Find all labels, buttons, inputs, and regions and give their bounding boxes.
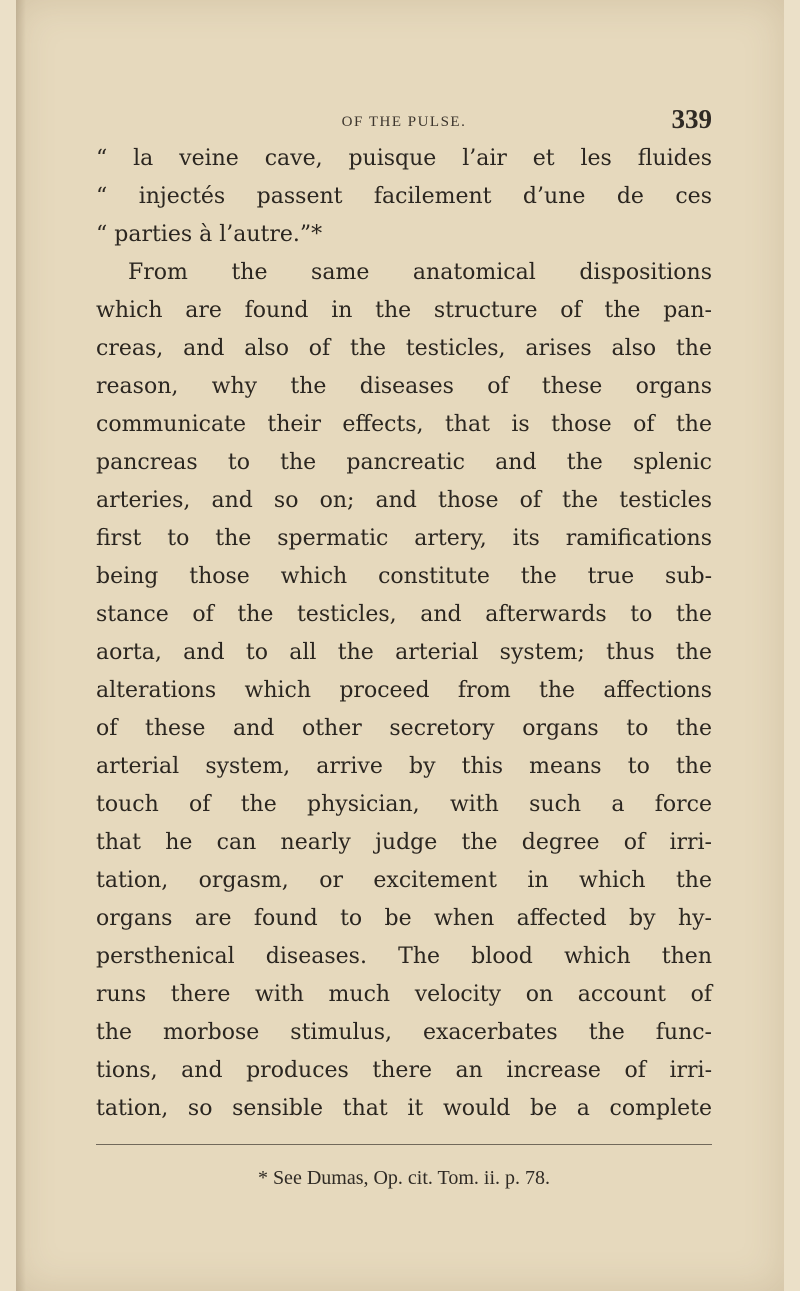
text-line: creas, and also of the testicles, arises also the bbox=[96, 336, 712, 361]
text-line: arteries, and so on; and those of the testicles bbox=[96, 488, 712, 513]
text-line: pancreas to the pancreatic and the splenic bbox=[96, 450, 712, 475]
text-line: tions, and produces there an increase of irri- bbox=[96, 1058, 712, 1083]
footnote-divider bbox=[96, 1144, 712, 1145]
text-line: the morbose stimulus, exacerbates the func- bbox=[96, 1020, 712, 1045]
page-fold-shadow bbox=[16, 0, 26, 1291]
text-line: reason, why the diseases of these organs bbox=[96, 374, 712, 399]
running-head: OF THE PULSE. bbox=[341, 114, 467, 130]
page-header bbox=[96, 104, 712, 134]
text-line: alterations which proceed from the affections bbox=[96, 678, 712, 703]
body-text bbox=[96, 140, 712, 1128]
text-line: tation, so sensible that it would be a complete bbox=[96, 1096, 712, 1121]
text-line: “ la veine cave, puisque l’air et les fluides bbox=[96, 146, 712, 171]
text-line: arterial system, arrive by this means to the bbox=[96, 754, 712, 779]
text-line: persthenical diseases. The blood which then bbox=[96, 944, 712, 969]
text-line: organs are found to be when affected by hy- bbox=[96, 906, 712, 931]
text-line: that he can nearly judge the degree of irri- bbox=[96, 830, 712, 855]
text-line: of these and other secretory organs to the bbox=[96, 716, 712, 741]
text-line: first to the spermatic artery, its ramifications bbox=[96, 526, 712, 551]
page-content bbox=[96, 104, 712, 1190]
text-line: which are found in the structure of the pan- bbox=[96, 298, 712, 323]
paragraph-first-line: From the same anatomical dispositions bbox=[128, 260, 712, 285]
text-line: “ injectés passent facilement d’une de ces bbox=[96, 184, 712, 209]
page-number: 339 bbox=[671, 104, 712, 134]
text-line: runs there with much velocity on account of bbox=[96, 982, 712, 1007]
text-line: aorta, and to all the arterial system; thus the bbox=[96, 640, 712, 665]
text-line: being those which constitute the true sub- bbox=[96, 564, 712, 589]
text-line: “ parties à l’autre.”* bbox=[96, 222, 323, 247]
text-line: touch of the physician, with such a force bbox=[96, 792, 712, 817]
text-line: communicate their effects, that is those of the bbox=[96, 412, 712, 437]
text-line: tation, orgasm, or excitement in which the bbox=[96, 868, 712, 893]
footnote: * See Dumas, Op. cit. Tom. ii. p. 78. bbox=[257, 1167, 551, 1189]
text-line: stance of the testicles, and afterwards to the bbox=[96, 602, 712, 627]
